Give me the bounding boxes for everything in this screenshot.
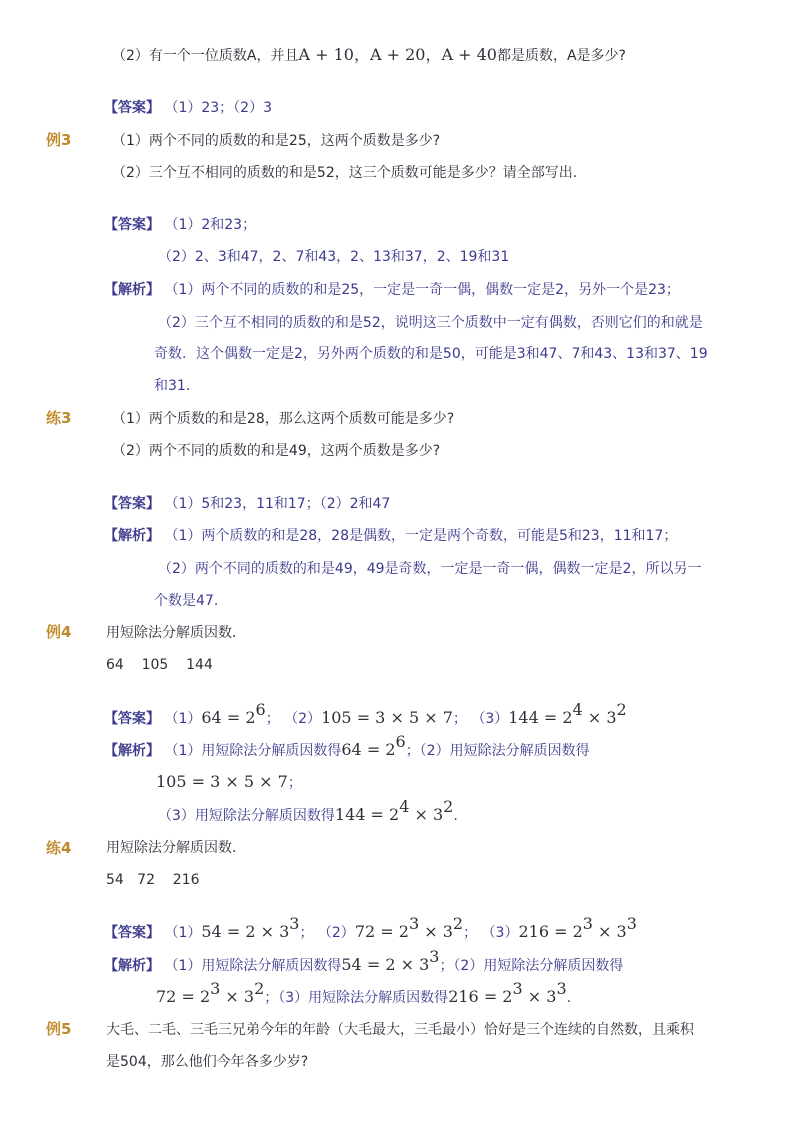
math: × 3 — [522, 987, 557, 1006]
exponent: 2 — [254, 979, 265, 998]
analysis-text: 个数是47. — [154, 593, 219, 609]
math: × 3 — [220, 987, 255, 1006]
analysis-label: 【解析】 — [104, 528, 160, 544]
answer-text: （1）23；（2）3 — [164, 100, 272, 116]
math: 216 = 2 — [518, 922, 583, 941]
answer-text: ； — [463, 925, 478, 941]
answer-text: （1） — [164, 925, 202, 941]
analysis-text: （1）用短除法分解质因数得 — [164, 958, 342, 974]
answer-line — [104, 494, 390, 514]
analysis-text: （2）三个互不相同的质数的和是52，说明这三个质数中一定有偶数，否则它们的和就是 — [158, 315, 703, 331]
question-line: （2）两个不同的质数的和是49，这两个质数是多少? — [112, 443, 441, 459]
exponent: 3 — [210, 979, 221, 998]
analysis-text: . — [566, 990, 572, 1006]
answer-label: 【答案】 — [104, 100, 160, 116]
exponent: 2 — [452, 914, 464, 933]
exponent: 3 — [582, 914, 593, 933]
exponent: 6 — [395, 732, 406, 751]
analysis-label: 【解析】 — [104, 743, 160, 759]
math: 105 = 3 × 5 × 7 — [156, 772, 288, 791]
answer-line — [104, 98, 272, 118]
math: A + 10，A + 20，A + 40 — [298, 45, 497, 64]
answer-text: （2） — [284, 711, 322, 727]
analysis-text: ； — [287, 775, 302, 791]
practice-tag: 练4 — [46, 839, 72, 857]
analysis-line — [104, 947, 624, 976]
question-line: 用短除法分解质因数． — [106, 840, 246, 856]
analysis-label: 【解析】 — [104, 282, 160, 298]
math: 72 = 2 — [156, 987, 211, 1006]
math: 64 = 2 — [201, 708, 256, 727]
answer-text: （1） — [164, 711, 202, 727]
answer-text: （3） — [471, 711, 509, 727]
exponent: 6 — [255, 700, 266, 719]
question-line — [112, 45, 626, 66]
example-tag: 例4 — [46, 623, 72, 641]
math: 72 = 2 — [354, 922, 409, 941]
text: 都是质数，A是多少? — [496, 48, 626, 64]
question-line: （1）两个不同的质数的和是25，这两个质数是多少? — [112, 133, 441, 149]
answer-text: （1）2和23； — [164, 217, 257, 233]
analysis-text: （3）用短除法分解质因数得 — [158, 808, 335, 824]
math: 54 = 2 × 3 — [341, 955, 430, 974]
math: × 3 — [582, 708, 617, 727]
question-line: （2）三个互不相同的质数的和是52，这三个质数可能是多少？请全部写出. — [112, 165, 578, 181]
math: 105 = 3 × 5 × 7 — [321, 708, 453, 727]
answer-line — [104, 914, 637, 943]
answer-label: 【答案】 — [104, 217, 160, 233]
analysis-label: 【解析】 — [104, 958, 160, 974]
analysis-text: （2）两个不同的质数的和是49，49是奇数，一定是一奇一偶，偶数一定是2，所以另一 — [158, 561, 702, 577]
question-line: 用短除法分解质因数． — [106, 625, 246, 641]
answer-label: 【答案】 — [104, 925, 160, 941]
math: 144 = 2 — [508, 708, 573, 727]
answer-text: （2） — [317, 925, 355, 941]
math: × 3 — [419, 922, 453, 941]
example-tag: 例5 — [46, 1020, 72, 1038]
math: 54 = 2 × 3 — [201, 922, 290, 941]
answer-line — [104, 700, 627, 729]
exponent: 3 — [626, 914, 637, 933]
exponent: 4 — [399, 797, 410, 816]
analysis-line — [104, 280, 680, 300]
analysis-text: （1）两个不同的质数的和是25，一定是一奇一偶，偶数一定是2，另外一个是23； — [164, 282, 680, 298]
analysis-line — [156, 979, 572, 1008]
analysis-text: ；（2）用短除法分解质因数得 — [439, 958, 624, 974]
math: 64 = 2 — [341, 740, 396, 759]
exponent: 3 — [512, 979, 523, 998]
analysis-text: （1）用短除法分解质因数得 — [164, 743, 342, 759]
analysis-line — [104, 732, 590, 761]
question-line: （1）两个质数的和是28，那么这两个质数可能是多少? — [112, 411, 455, 427]
math: × 3 — [592, 922, 627, 941]
answer-text: （3） — [481, 925, 519, 941]
example-tag: 例3 — [46, 131, 72, 149]
question-line: 大毛、二毛、三毛三兄弟今年的年龄（大毛最大，三毛最小）恰好是三个连续的自然数，且乘积 — [106, 1022, 694, 1038]
answer-label: 【答案】 — [104, 496, 160, 512]
text: （2）有一个一位质数A，并且 — [112, 48, 299, 64]
number-list: 54 72 216 — [106, 872, 200, 888]
exponent: 3 — [429, 947, 440, 966]
answer-label: 【答案】 — [104, 711, 160, 727]
exponent: 3 — [408, 914, 420, 933]
math: 216 = 2 — [448, 987, 513, 1006]
analysis-text: ；（3）用短除法分解质因数得 — [264, 990, 449, 1006]
answer-text: （1）5和23，11和17；（2）2和47 — [164, 496, 391, 512]
analysis-line — [158, 797, 458, 826]
practice-tag: 练3 — [46, 409, 72, 427]
math: 144 = 2 — [334, 805, 400, 824]
exponent: 3 — [289, 914, 300, 933]
answer-text: ； — [452, 711, 467, 727]
analysis-line — [104, 526, 677, 546]
math: × 3 — [409, 805, 444, 824]
analysis-text: （1）两个质数的和是28，28是偶数，一定是两个奇数，可能是5和23，11和17； — [164, 528, 678, 544]
analysis-text: 奇数．这个偶数一定是2，另外两个质数的和是50，可能是3和47、7和43、13和37、19 — [154, 346, 708, 362]
analysis-text: 和31． — [154, 378, 200, 394]
answer-text: ； — [299, 925, 314, 941]
analysis-line — [156, 772, 302, 793]
answer-line — [104, 215, 256, 235]
analysis-text: . — [453, 808, 458, 824]
answer-text: （2）2、3和47，2、7和43，2、13和37，2、19和31 — [158, 249, 510, 265]
number-list: 64 105 144 — [106, 657, 213, 673]
exponent: 3 — [556, 979, 567, 998]
exponent: 2 — [616, 700, 627, 719]
answer-text: ； — [265, 711, 280, 727]
exponent: 4 — [572, 700, 583, 719]
exponent: 2 — [443, 797, 454, 816]
question-line: 是504，那么他们今年各多少岁? — [106, 1054, 309, 1070]
analysis-text: ；（2）用短除法分解质因数得 — [405, 743, 590, 759]
